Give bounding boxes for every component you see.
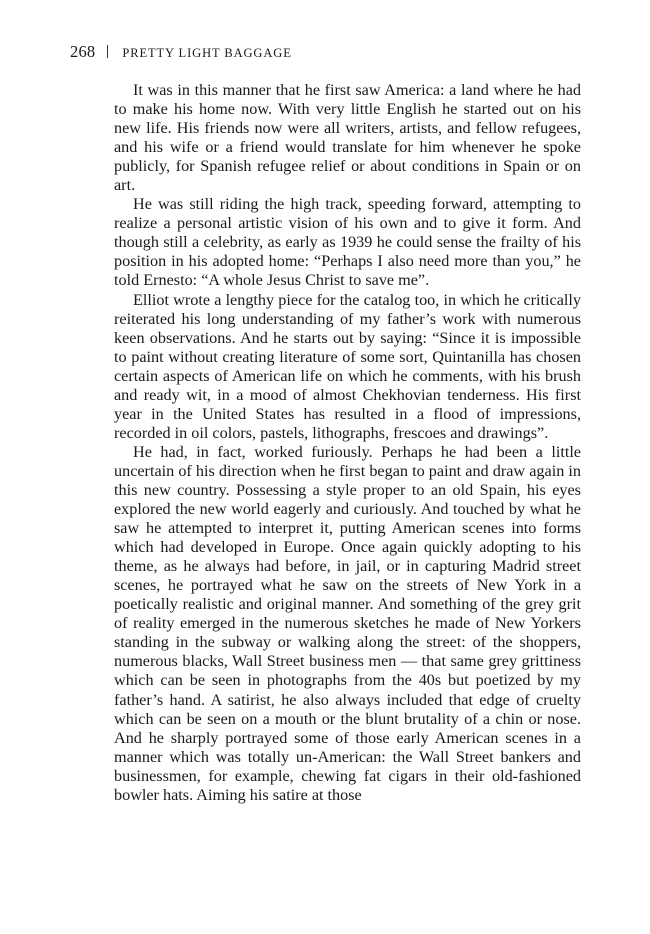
paragraph: He had, in fact, worked furiously. Perhaps he had been a little uncertain of his direction when he first began to paint and draw again in this new country. Possessing a style proper to an old Spain, his eyes explored the new world eagerly and curiously. And touched by what he saw he attempted to interpret it, putting American scenes into forms which had developed in Europe. Once again quickly adopting to his theme, as he always had before, in jail, or in capturing Madrid street scenes, he portrayed what he saw on the streets of New York in a poetically realistic and original manner. And something of the grey grit of reality emerged in the numerous sketches he made of New Yorkers standing in the subway or walking along the street: of the shoppers, numerous blacks, Wall Street business men — that same grey grittiness which can be seen in photographs from the 40s but poetized by my father’s hand. A satirist, he also always included that edge of cruelty which can be seen on a mouth or the blunt brutality of a chin or nose. And he sharply portrayed some of those early American scenes in a manner which was totally un-American: the Wall Street bankers and businessmen, for example, chewing fat cigars in their old-fashioned bowler hats. Aiming his satire at those <box>114 442 581 804</box>
header-divider <box>107 45 108 58</box>
paragraph: It was in this manner that he first saw America: a land where he had to make his home now. With very little English he started out on his new life. His friends now were all writers, artists, and fellow refugees, and his wife or a friend would translate for him whenever he spoke publicly, for Spanish refugee relief or about conditions in Spain or on art. <box>114 81 581 195</box>
page-number: 268 <box>70 42 96 61</box>
paragraph: Elliot wrote a lengthy piece for the catalog too, in which he critically reiterated his long understanding of my father’s work with numerous keen observations. And he starts out by saying: “Since it is impossible to paint without creating literature of some sort, Quintanilla has chosen certain aspects of American life on which he comments, with his brush and ready wit, in a mood of almost Chekhovian tenderness. His first year in the United States has resulted in a flood of impressions, recorded in oil colors, pastels, lithographs, frescoes and drawings”. <box>114 290 581 442</box>
running-title: PRETTY LIGHT BAGGAGE <box>122 46 292 60</box>
body-text <box>114 81 581 805</box>
running-header <box>70 42 292 63</box>
paragraph: He was still riding the high track, speeding forward, attempting to realize a personal artistic vision of his own and to give it form. And though still a celebrity, as early as 1939 he could sense the frailty of his position in his adopted home: “Perhaps I also need more than you,” he told Ernesto: “A whole Jesus Christ to save me”. <box>114 195 581 290</box>
